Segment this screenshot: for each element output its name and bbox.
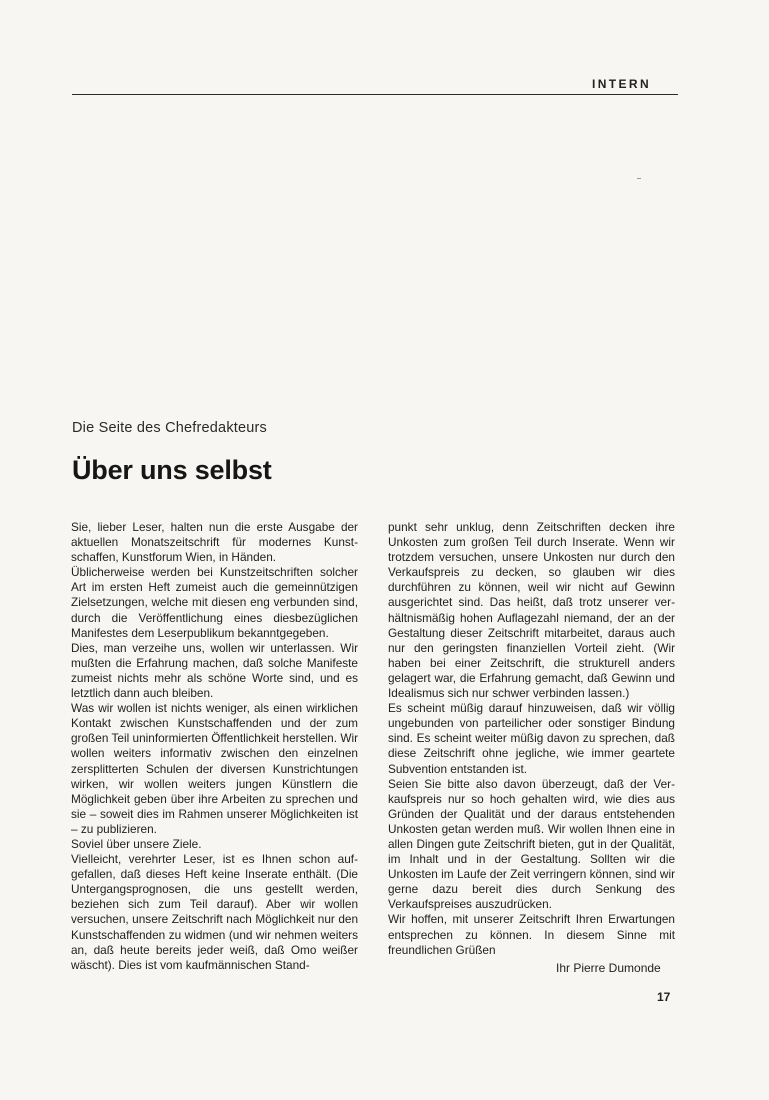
article-title: Über uns selbst bbox=[72, 455, 272, 485]
paragraph: punkt sehr unklug, denn Zeitschriften decken ihre Unkosten zum großen Teil durch Inserate. Wenn wir trotzdem versuchen, unsere Unkosten nur durch den Verkaufspreis zu decken, so glauben wir dies durchführen zu können, weil wir nicht auf Gewinn ausgerichtet sind. Das heißt, daß trotz unserer verhältnismäßig hohen Auflagezahl niemand, der an der Gestaltung dieser Zeitschrift mitarbeitet, daraus auch nur den geringsten finanziellen Vorteil zieht. (Wir haben bei einer Zeitschrift, die strukturell anders gelagert war, die Erfahrung gemacht, daß Gewinn und Idealismus sich nur schwer verbinden lassen.) bbox=[388, 520, 675, 701]
paragraph: Üblicherweise werden bei Kunstzeitschriften solcher Art im ersten Heft zumeist auch die gemeinnützigen Zielsetzungen, welche mit diesen eng verbunden sind, durch die Veröffentlichung eines diesbezüglichen Manifestes dem Leserpublikum bekanntgegeben. bbox=[71, 565, 358, 640]
paragraph: Seien Sie bitte also davon überzeugt, daß der Verkaufspreis nur so hoch gehalten wird, wie dies aus Gründen der Qualität und der daraus entstehenden Unkosten getan werden muß. Wir wollen Ihnen eine in allen Dingen gute Zeitschrift bieten, gut in der Qualität, im Inhalt und in der Gestaltung. Sollten wir die Unkosten im Laufe der Zeit verringern können, sind wir gerne dazu bereit dies durch Senkung des Verkaufspreises auszudrücken. bbox=[388, 776, 675, 912]
author-signature: Ihr Pierre Dumonde bbox=[556, 961, 661, 975]
header-rule bbox=[72, 94, 678, 95]
paragraph: Sie, lieber Leser, halten nun die erste Ausgabe der aktuellen Monatszeitschrift für modernes Kunstschaffen, Kunstforum Wien, in Händen. bbox=[71, 520, 358, 565]
article-left-column bbox=[71, 520, 358, 973]
paragraph: Soviel über unsere Ziele. bbox=[71, 836, 202, 851]
paragraph: Vielleicht, verehrter Leser, ist es Ihnen schon aufgefallen, daß dieses Heft keine Inserate enthält. (Die Untergangsprognosen, die uns gestellt werden, beziehen sich zum Teil darauf). Aber wir wollen versuchen, unsere Zeitschrift nach Möglichkeit nur den Kunstschaffenden zu widmen (und wir nehmen weiters an, daß heute bereits jeder weiß, daß Omo weißer wäscht). Dies ist vom kaufmännischen Stand- bbox=[71, 852, 358, 972]
print-speck bbox=[637, 178, 641, 179]
paragraph: Was wir wollen ist nichts weniger, als einen wirklichen Kontakt zwischen Kunstschaffenden und der zum großen Teil uninformierten Öffentlichkeit herstellen. Wir wollen weiters informativ zwischen den einzelnen zersplitterten Schulen der diversen Kunstrichtungen wirken, wir wollen weiters jungen Künstlern die Möglichkeit geben über ihre Arbeiten zu sprechen und sie – soweit dies im Rahmen unserer Möglichkeiten ist – zu publizieren. bbox=[71, 701, 358, 836]
paragraph: Wir hoffen, mit unserer Zeitschrift Ihren Erwartungen entsprechen zu können. In diesem Sinne mit freundlichen Grüßen bbox=[388, 912, 675, 957]
paragraph: Es scheint müßig darauf hinzuweisen, daß wir völlig ungebunden von parteilicher oder sonstiger Bindung sind. Es scheint weiter müßig davon zu sprechen, daß diese Zeitschrift ohne jegliche, wie immer geartete Subvention entstanden ist. bbox=[388, 701, 675, 776]
paragraph: Dies, man verzeihe uns, wollen wir unterlassen. Wir mußten die Erfahrung machen, daß solche Manifeste zumeist nichts mehr als schöne Worte sind, und es letztlich dann auch bleiben. bbox=[71, 640, 358, 701]
page-number: 17 bbox=[657, 990, 671, 1004]
section-label: INTERN bbox=[592, 77, 652, 91]
article-kicker: Die Seite des Chefredakteurs bbox=[72, 420, 268, 436]
article-right-column bbox=[388, 520, 675, 958]
